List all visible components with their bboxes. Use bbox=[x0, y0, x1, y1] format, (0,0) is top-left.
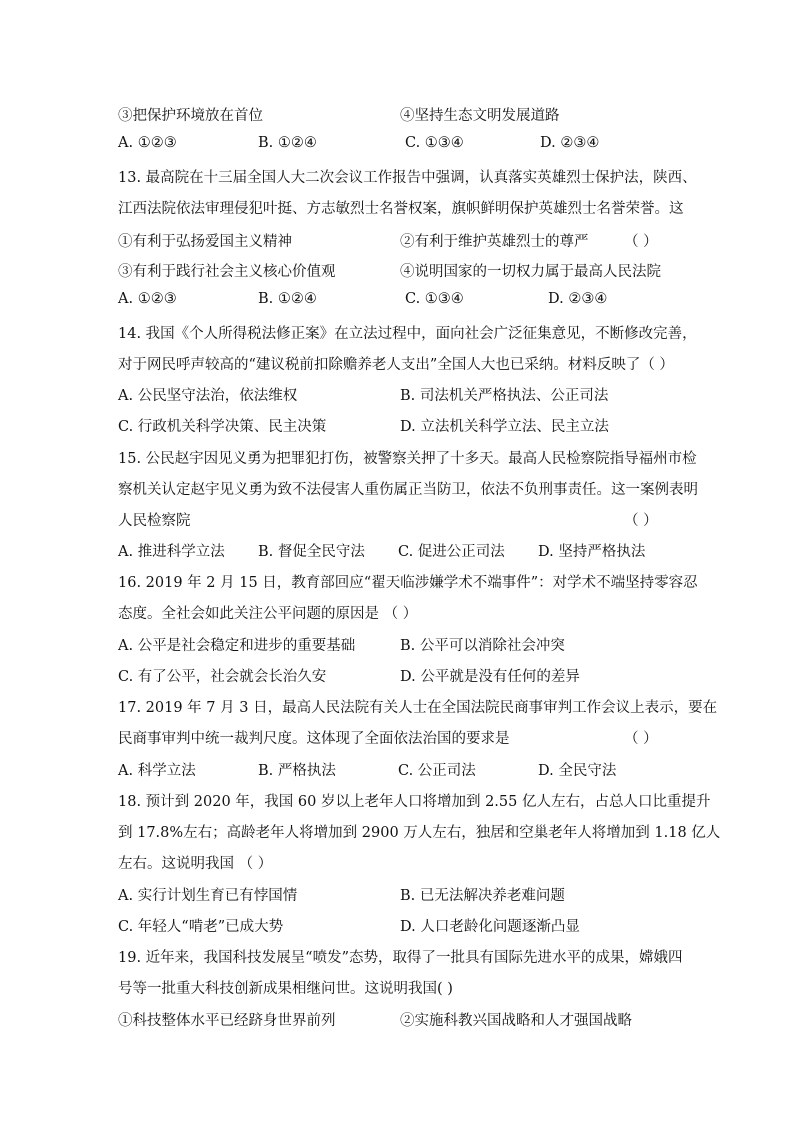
q13-item-3: ③有利于践行社会主义核心价值观 bbox=[118, 264, 336, 280]
q12-option-b: B. ①②④ bbox=[258, 135, 317, 151]
q14-option-c: C. 行政机关科学决策、民主决策 bbox=[118, 419, 327, 435]
q18-stem-3: 左右。这说明我国 （ ） bbox=[118, 856, 273, 872]
q16-option-b: B. 公平可以消除社会冲突 bbox=[400, 638, 565, 654]
q17-option-b: B. 严格执法 bbox=[258, 763, 336, 779]
q18-option-b: B. 已无法解决养老难问题 bbox=[400, 888, 565, 904]
q15-answer-blank: （ ） bbox=[624, 513, 658, 529]
q13-option-d: D. ②③④ bbox=[548, 291, 608, 307]
q18-option-a: A. 实行计划生育已有悖国情 bbox=[118, 888, 298, 904]
q14-option-b: B. 司法机关严格执法、公正司法 bbox=[400, 388, 609, 404]
q16-option-a: A. 公平是社会稳定和进步的重要基础 bbox=[118, 638, 356, 654]
q13-option-b: B. ①②④ bbox=[258, 291, 317, 307]
q17-stem-2: 民商事审判中统一裁判尺度。这体现了全面依法治国的要求是 bbox=[118, 731, 510, 747]
q19-stem-2: 号等一批重大科技创新成果相继问世。这说明我国( ) bbox=[118, 981, 453, 997]
q12-option-d: D. ②③④ bbox=[540, 135, 600, 151]
q15-option-d: D. 坚持严格执法 bbox=[538, 544, 646, 560]
q14-stem-1: 14. 我国《个人所得税法修正案》在立法过程中，面向社会广泛征集意见，不断修改完善， bbox=[118, 326, 697, 342]
q12-item-4: ④坚持生态文明发展道路 bbox=[400, 108, 560, 124]
q19-item-1: ①科技整体水平已经跻身世界前列 bbox=[118, 1013, 336, 1029]
q19-stem-1: 19. 近年来，我国科技发展呈“喷发”态势，取得了一批具有国际先进水平的成果，嫦娥四 bbox=[118, 950, 683, 966]
q13-stem-1: 13. 最高院在十三届全国人大二次会议工作报告中强调，认真落实英雄烈士保护法，陕西、 bbox=[118, 170, 697, 186]
q13-item-2: ②有利于维护英雄烈士的尊严 bbox=[400, 234, 589, 250]
q15-option-c: C. 促进公正司法 bbox=[398, 544, 505, 560]
q13-stem-2: 江西法院依法审理侵犯叶挺、方志敏烈士名誉权案，旗帜鲜明保护英雄烈士名誉荣誉。这 bbox=[118, 201, 684, 217]
q13-item-1: ①有利于弘扬爱国主义精神 bbox=[118, 234, 292, 250]
q12-option-c: C. ①③④ bbox=[405, 135, 464, 151]
q16-option-c: C. 有了公平，社会就会长治久安 bbox=[118, 669, 327, 685]
q15-stem-3: 人民检察院 bbox=[118, 513, 191, 529]
q15-option-b: B. 督促全民守法 bbox=[258, 544, 365, 560]
q16-option-d: D. 公平就是没有任何的差异 bbox=[400, 669, 580, 685]
q18-option-c: C. 年轻人“啃老”已成大势 bbox=[118, 919, 284, 935]
q14-option-a: A. 公民坚守法治，依法维权 bbox=[118, 388, 298, 404]
q12-item-3: ③把保护环境放在首位 bbox=[118, 108, 263, 124]
q15-stem-1: 15. 公民赵宇因见义勇为把罪犯打伤，被警察关押了十多天。最高人民检察院指导福州市检 bbox=[118, 451, 697, 467]
q16-stem-2: 态度。全社会如此关注公平问题的原因是 （ ） bbox=[118, 606, 418, 622]
q17-option-d: D. 全民守法 bbox=[538, 763, 617, 779]
q13-item-4: ④说明国家的一切权力属于最高人民法院 bbox=[400, 264, 661, 280]
q13-answer-blank: （ ） bbox=[624, 234, 658, 250]
q17-option-a: A. 科学立法 bbox=[118, 763, 196, 779]
q15-option-a: A. 推进科学立法 bbox=[118, 544, 225, 560]
q13-option-c: C. ①③④ bbox=[405, 291, 464, 307]
q15-stem-2: 察机关认定赵宇见义勇为致不法侵害人重伤属正当防卫，依法不负刑事责任。这一案例表明 bbox=[118, 482, 698, 498]
q17-stem-1: 17. 2019 年 7 月 3 日，最高人民法院有关人士在全国法院民商事审判工作会议上表示，要在 bbox=[118, 700, 718, 716]
q18-stem-1: 18. 预计到 2020 年，我国 60 岁以上老年人口将增加到 2.55 亿人左右，占总人口比重提升 bbox=[118, 794, 711, 810]
q17-answer-blank: （ ） bbox=[624, 731, 658, 747]
q17-option-c: C. 公正司法 bbox=[398, 763, 476, 779]
q12-option-a: A. ①②③ bbox=[118, 135, 177, 151]
q18-stem-2: 到 17.8%左右；高龄老年人将增加到 2900 万人左右，独居和空巢老年人将增加到 1.18 亿人 bbox=[118, 825, 721, 841]
q16-stem-1: 16. 2019 年 2 月 15 日，教育部回应“翟天临涉嫌学术不端事件”：对学术不端坚持零容忍 bbox=[118, 575, 698, 591]
q19-item-2: ②实施科教兴国战略和人才强国战略 bbox=[400, 1013, 632, 1029]
q13-option-a: A. ①②③ bbox=[118, 291, 177, 307]
q18-option-d: D. 人口老龄化问题逐渐凸显 bbox=[400, 919, 580, 935]
q14-option-d: D. 立法机关科学立法、民主立法 bbox=[400, 419, 609, 435]
q14-stem-2: 对于网民呼声较高的“建议税前扣除赡养老人支出”全国人大也已采纳。材料反映了（ ） bbox=[118, 357, 674, 373]
q12-row1 bbox=[118, 104, 678, 125]
